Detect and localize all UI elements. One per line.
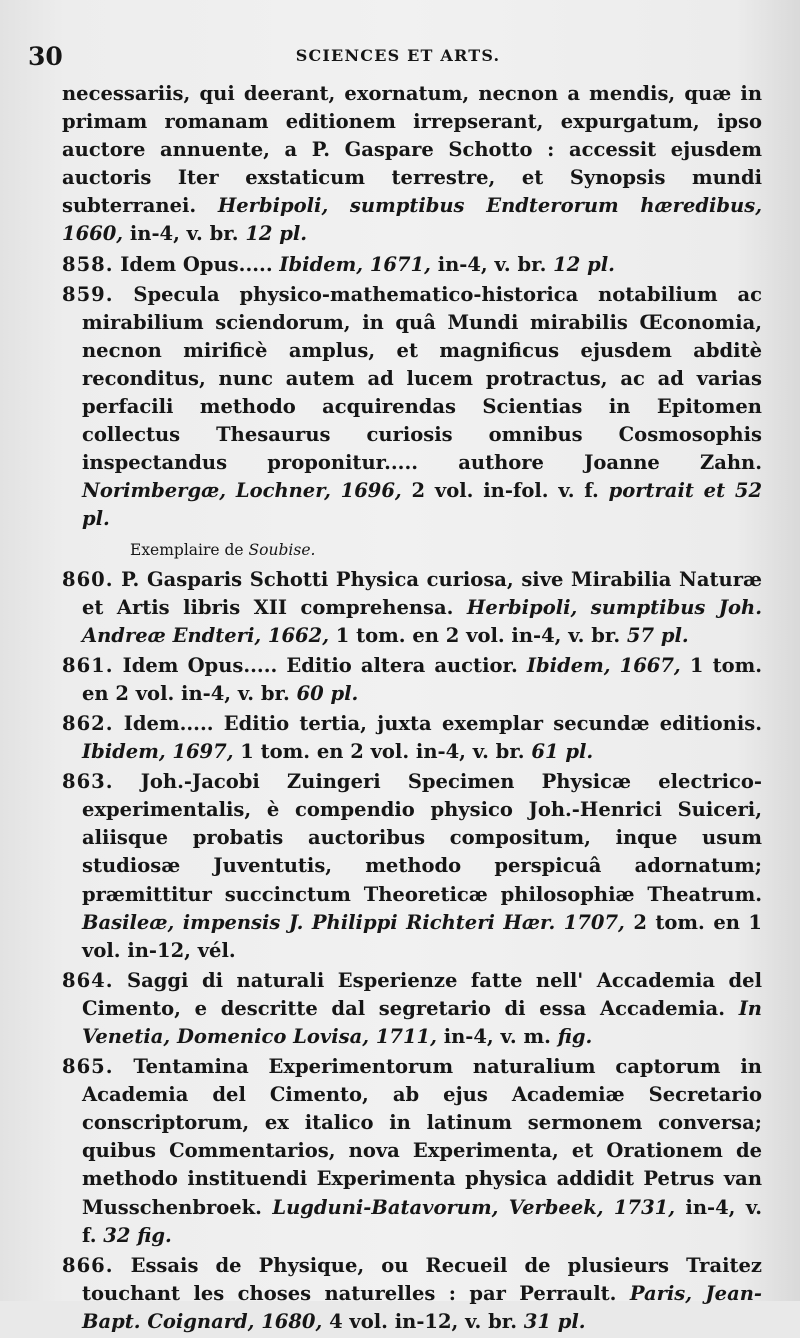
entry-number: 863. [62, 770, 114, 794]
entry-imprint: Paris, Jean-Bapt. Coignard, 1680, [82, 1281, 762, 1333]
entry-text: Idem Opus..... [120, 252, 273, 276]
entry-format: in-4, v. f. [82, 1195, 762, 1247]
entry-text: P. Gasparis Schotti Physica curiosa, sive Mirabilia Naturæ et Artis libris XII comprehensa. [82, 567, 762, 619]
continued-entry [62, 80, 762, 249]
entry-plates: 61 pl. [531, 740, 594, 764]
entry-plates: 31 pl. [523, 1309, 586, 1333]
entry-format: in-4, v. br. [437, 252, 547, 276]
entry-format: 1 tom. en 2 vol. in-4, v. br. [335, 623, 621, 647]
entry-text: Tentamina Experimentorum naturalium captorum in Academia del Cimento, ab ejus Academiæ Secretario conscriptorum, ex italico in latinum sermonem conversa; quibus Commentarios, nova Experimenta, et Orationem de methodo instituendi Experimenta physica addidit Petrus van Musschenbroek. [82, 1055, 762, 1219]
entry-imprint: Herbipoli, sumptibus Endterorum hæredibus, 1660, [62, 194, 762, 246]
entry-number: 865. [62, 1055, 114, 1079]
entry-imprint: Ibidem, 1667, [526, 653, 681, 677]
entry-imprint: Ibidem, 1671, [279, 252, 431, 276]
entry-866 [62, 1252, 762, 1336]
entry-858 [62, 251, 762, 279]
entry-plates: 60 pl. [296, 681, 359, 705]
entry-number: 859. [62, 282, 114, 306]
entry-text: Joh.-Jacobi Zuingeri Specimen Physicæ electrico-experimentalis, è compendio physico Joh.-Henrici Suiceri, aliisque probatis auctoribus compositum, inque usum studiosæ Juventutis, methodo perspicuâ adornatum; præmittitur succinctum Theoreticæ philosophiæ Theatrum. [82, 770, 762, 906]
entry-number: 861. [62, 653, 114, 677]
entry-format: 2 tom. en 1 vol. in-12, vél. [82, 910, 762, 962]
entry-plates: 32 fig. [103, 1223, 172, 1247]
entry-plates: 12 pl. [553, 252, 615, 276]
entry-text: Idem..... Editio tertia, juxta exemplar secundæ editionis. [123, 711, 762, 735]
page-number: 30 [28, 42, 63, 71]
entry-text: Idem Opus..... Editio altera auctior. [122, 653, 518, 677]
entry-864 [62, 967, 762, 1051]
entry-plates: 12 pl. [245, 222, 308, 246]
entry-text: necessariis, qui deerant, exornatum, necnon a mendis, quæ in primam romanam editionem irrepserant, expurgatum, ipso auctore annuente, a P. Gaspare Schotto : accessit ejusdem auctoris Iter exstaticum terrestre, et Synopsis mundi subterranei. [62, 82, 762, 218]
entry-imprint: Herbipoli, sumptibus Joh. Andreæ Endteri, 1662, [82, 595, 763, 647]
entry-number: 858. [62, 252, 114, 276]
catalogue-body [62, 80, 762, 1338]
entry-number: 864. [62, 968, 114, 992]
page-header [28, 42, 768, 72]
note-provenance: Soubise. [248, 540, 316, 559]
entry-format: 1 tom. en 2 vol. in-4, v. br. [82, 653, 763, 705]
entry-860 [62, 566, 763, 650]
entry-format: 4 vol. in-12, v. br. [329, 1309, 517, 1333]
entry-format: in-4, v. m. [443, 1025, 551, 1048]
entry-imprint: Ibidem, 1697, [82, 740, 234, 764]
entry-imprint: Lugduni-Batavorum, Verbeek, 1731, [272, 1195, 675, 1219]
running-title: SCIENCES ET ARTS. [295, 46, 501, 65]
entry-format: 1 tom. en 2 vol. in-4, v. br. [240, 740, 525, 764]
entry-text: Saggi di naturali Esperienze fatte nell' Accademia del Cimento, e descritte dal segretario di essa Accademia. [82, 968, 762, 1020]
entry-862 [62, 710, 762, 766]
entry-number: 862. [62, 711, 114, 735]
note-text: Exemplaire de [130, 540, 244, 559]
entry-imprint: In Venetia, Domenico Lovisa, 1711, [82, 996, 762, 1048]
entry-imprint: Basileæ, impensis J. Philippi Richteri Hær. 1707, [82, 910, 625, 934]
entry-format: in-4, v. br. [129, 222, 239, 246]
entry-number: 866. [62, 1253, 114, 1277]
entry-number: 860. [62, 567, 114, 591]
entry-861 [62, 652, 763, 708]
entry-plates: 57 pl. [626, 623, 689, 647]
entry-863 [62, 768, 762, 965]
entry-text: Essais de Physique, ou Recueil de plusieurs Traitez touchant les choses naturelles : par Perrault. [82, 1253, 762, 1305]
entry-plates: portrait et 52 pl. [82, 479, 763, 531]
entry-note [130, 536, 762, 564]
entry-865 [62, 1053, 762, 1250]
entry-plates: fig. [557, 1025, 593, 1048]
entry-859 [62, 281, 763, 534]
entry-imprint: Norimbergæ, Lochner, 1696, [82, 479, 402, 503]
entry-text: Specula physico-mathematico-historica notabilium ac mirabilium sciendorum, in quâ Mundi mirabilis Œconomia, necnon mirificè amplus, et magnificus ejusdem abditè reconditus, nunc autem ad lucem protractus, ac ad varias perfacili methodo acquirendas Scientias in Epitomen collectus Thesaurus curiosis omnibus Cosmosophis inspectandus proponitur..... authore Joanne Zahn. [82, 282, 762, 475]
entry-format: 2 vol. in-fol. v. f. [411, 479, 599, 503]
